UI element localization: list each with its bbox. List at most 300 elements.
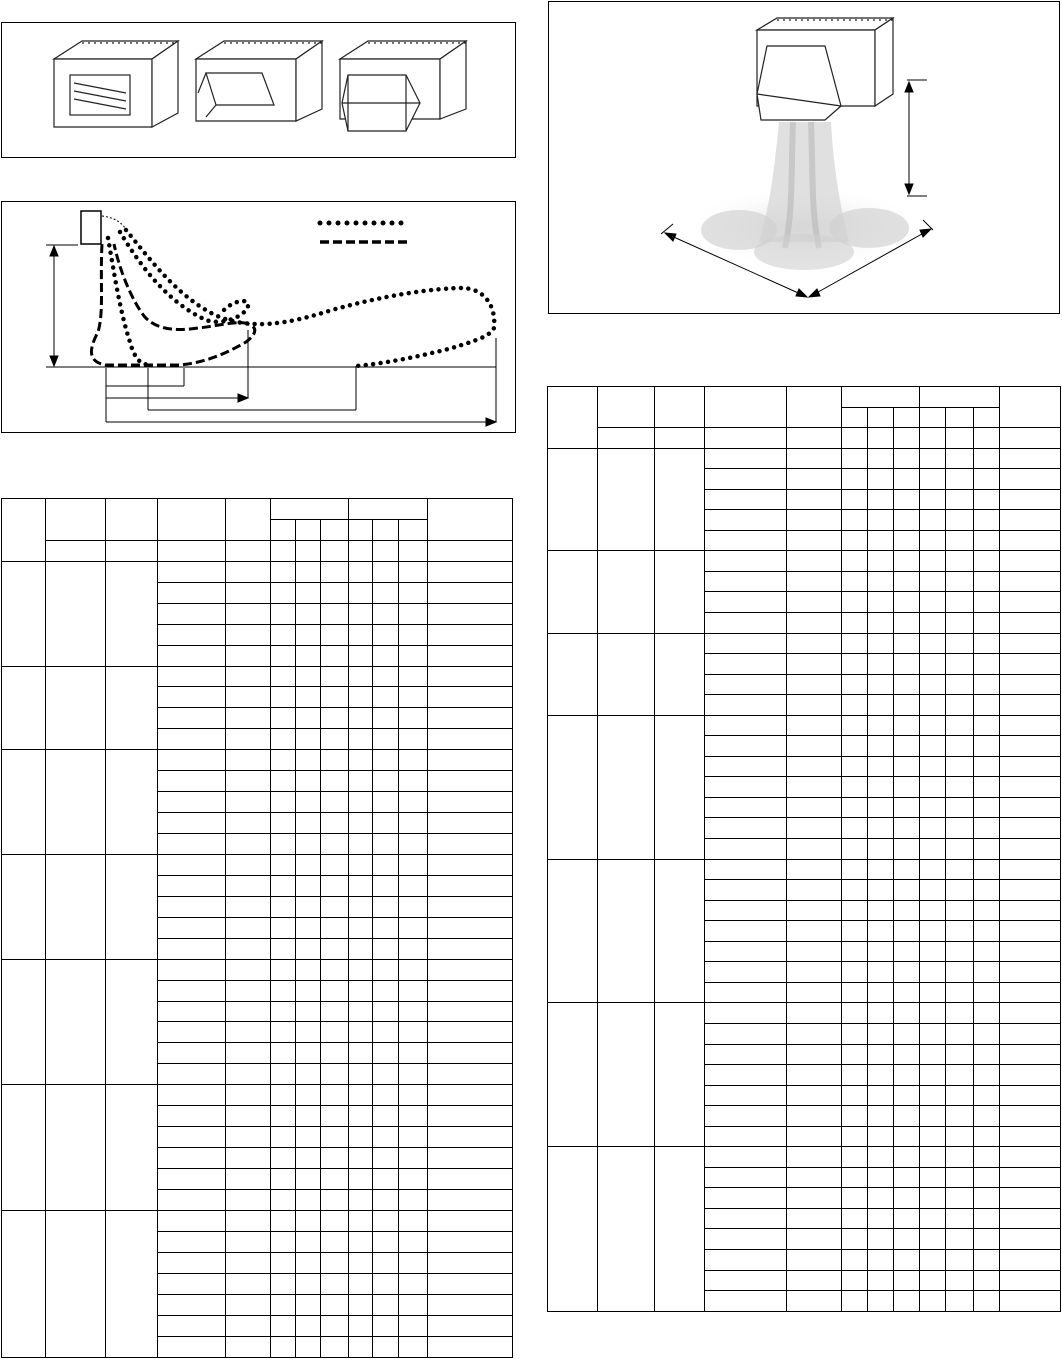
table-cell: [787, 695, 842, 716]
table-cell: [705, 962, 787, 983]
table-cell: [373, 813, 399, 834]
table-cell: [158, 771, 226, 792]
table-cell: [321, 1294, 349, 1315]
table-cell: [920, 1147, 946, 1168]
table-cell: [349, 896, 373, 917]
table-cell: [373, 854, 399, 875]
table-cell: [894, 1085, 920, 1106]
table-cell: [226, 896, 271, 917]
table-cell: [705, 551, 787, 572]
table-cell: [1000, 387, 1061, 428]
table-cell: [226, 1127, 271, 1148]
table-cell: [946, 880, 974, 901]
table-cell: [974, 982, 1000, 1003]
table-cell: [428, 875, 513, 896]
table-cell: [920, 654, 946, 675]
table-cell: [705, 1188, 787, 1209]
table-cell: [868, 941, 894, 962]
table-cell: [894, 407, 920, 428]
table-cell: [226, 1252, 271, 1273]
table-cell: [271, 1189, 296, 1210]
table-cell: [705, 448, 787, 469]
table-cell: [296, 1336, 321, 1358]
table-cell: [705, 941, 787, 962]
table-cell: [920, 941, 946, 962]
table-cell: [548, 387, 598, 449]
table-cell: [974, 756, 1000, 777]
table-cell: [296, 1148, 321, 1169]
heater-box-louver-icon: [54, 41, 178, 127]
table-cell: [296, 813, 321, 834]
table-cell: [946, 839, 974, 860]
table-cell: [399, 854, 428, 875]
table-cell: [428, 1169, 513, 1190]
table-cell: [974, 571, 1000, 592]
table-cell: [946, 1106, 974, 1127]
table-cell: [787, 469, 842, 490]
table-cell: [787, 880, 842, 901]
table-cell: [2, 1210, 46, 1357]
table-cell: [920, 736, 946, 757]
table-cell: [787, 448, 842, 469]
table-cell: [296, 750, 321, 771]
table-cell: [842, 1126, 868, 1147]
table-cell: [705, 797, 787, 818]
table-cell: [158, 582, 226, 603]
table-cell: [349, 1294, 373, 1315]
table-row: [2, 854, 513, 875]
table-cell: [974, 900, 1000, 921]
table-cell: [226, 1315, 271, 1336]
table-cell: [1000, 962, 1061, 983]
table-cell: [226, 1043, 271, 1064]
table-cell: [428, 917, 513, 938]
table-cell: [428, 1001, 513, 1022]
table-cell: [974, 1249, 1000, 1270]
table-cell: [946, 1167, 974, 1188]
table-cell: [868, 1044, 894, 1065]
table-cell: [655, 387, 705, 428]
table-cell: [271, 1085, 296, 1106]
table-cell: [655, 1003, 705, 1147]
table-cell: [946, 633, 974, 654]
table-cell: [1000, 818, 1061, 839]
table-cell: [349, 1148, 373, 1169]
table-cell: [868, 1208, 894, 1229]
table-cell: [946, 1003, 974, 1024]
table-cell: [894, 1270, 920, 1291]
table-cell: [296, 917, 321, 938]
table-cell: [296, 624, 321, 645]
table-cell: [920, 489, 946, 510]
table-cell: [842, 941, 868, 962]
table-cell: [296, 834, 321, 855]
table-cell: [920, 1270, 946, 1291]
table-cell: [974, 633, 1000, 654]
table-cell: [349, 1001, 373, 1022]
table-cell: [349, 687, 373, 708]
table-cell: [548, 448, 598, 551]
table-cell: [705, 1106, 787, 1127]
table-cell: [946, 674, 974, 695]
table-cell: [1000, 715, 1061, 736]
table-cell: [399, 1022, 428, 1043]
table-cell: [271, 813, 296, 834]
table-cell: [705, 654, 787, 675]
table-cell: [349, 750, 373, 771]
table-cell: [868, 797, 894, 818]
table-cell: [974, 1044, 1000, 1065]
table-cell: [1000, 1147, 1061, 1168]
table-cell: [705, 571, 787, 592]
table-cell: [106, 561, 158, 666]
table-cell: [868, 1270, 894, 1291]
table-cell: [1000, 777, 1061, 798]
airflow-mist: [684, 122, 924, 270]
table-cell: [705, 756, 787, 777]
table-cell: [842, 448, 868, 469]
table-cell: [373, 1022, 399, 1043]
table-cell: [868, 1085, 894, 1106]
table-cell: [373, 1169, 399, 1190]
table-cell: [296, 875, 321, 896]
heater-outline-icon: [81, 211, 101, 244]
table-cell: [868, 1126, 894, 1147]
table-cell: [974, 407, 1000, 428]
table-cell: [46, 854, 106, 959]
table-cell: [548, 859, 598, 1003]
table-cell: [271, 624, 296, 645]
table-cell: [271, 854, 296, 875]
table-cell: [894, 982, 920, 1003]
table-cell: [158, 540, 226, 561]
table-cell: [158, 1210, 226, 1231]
table-cell: [428, 1273, 513, 1294]
table-cell: [920, 818, 946, 839]
table-cell: [868, 962, 894, 983]
table-cell: [271, 540, 296, 561]
table-cell: [868, 982, 894, 1003]
table-cell: [399, 708, 428, 729]
table-cell: [946, 613, 974, 634]
table-cell: [399, 792, 428, 813]
table-cell: [1000, 1003, 1061, 1024]
table-cell: [787, 1188, 842, 1209]
table-cell: [974, 1229, 1000, 1250]
table-cell: [349, 624, 373, 645]
table-cell: [868, 1291, 894, 1312]
table-cell: [946, 571, 974, 592]
table-cell: [399, 1273, 428, 1294]
table-cell: [271, 603, 296, 624]
table-cell: [399, 959, 428, 980]
table-cell: [842, 797, 868, 818]
table-cell: [226, 875, 271, 896]
table-cell: [842, 1085, 868, 1106]
table-cell: [296, 854, 321, 875]
table-cell: [974, 797, 1000, 818]
table-cell: [399, 1210, 428, 1231]
table-cell: [296, 582, 321, 603]
table-cell: [321, 666, 349, 687]
table-cell: [428, 1064, 513, 1085]
table-cell: [271, 959, 296, 980]
table-cell: [158, 959, 226, 980]
table-cell: [158, 834, 226, 855]
table-cell: [46, 666, 106, 750]
table-cell: [2, 499, 46, 562]
table-cell: [787, 1065, 842, 1086]
table-cell: [868, 428, 894, 449]
throw-pattern-figure: [1, 201, 516, 433]
table-cell: [842, 674, 868, 695]
table-cell: [920, 839, 946, 860]
throw-pattern-drawing: [2, 202, 515, 432]
table-cell: [428, 645, 513, 666]
table-cell: [787, 489, 842, 510]
table-cell: [349, 1210, 373, 1231]
table-cell: [428, 1336, 513, 1358]
table-cell: [158, 813, 226, 834]
table-cell: [920, 797, 946, 818]
table-cell: [868, 715, 894, 736]
table-cell: [349, 499, 428, 520]
table-cell: [894, 1229, 920, 1250]
table-cell: [226, 792, 271, 813]
table-cell: [868, 1229, 894, 1250]
table-cell: [158, 938, 226, 959]
table-cell: [705, 674, 787, 695]
table-cell: [321, 624, 349, 645]
table-cell: [226, 1169, 271, 1190]
table-cell: [271, 750, 296, 771]
table-cell: [271, 771, 296, 792]
table-cell: [1000, 510, 1061, 531]
table-cell: [296, 1064, 321, 1085]
table-row: [2, 561, 513, 582]
table-cell: [321, 1210, 349, 1231]
table-cell: [655, 448, 705, 551]
table-cell: [920, 1229, 946, 1250]
table-cell: [321, 561, 349, 582]
table-cell: [271, 1106, 296, 1127]
table-cell: [271, 1252, 296, 1273]
table-cell: [655, 1147, 705, 1312]
table-cell: [428, 938, 513, 959]
table-cell: [894, 489, 920, 510]
table-cell: [894, 654, 920, 675]
table-cell: [296, 1189, 321, 1210]
table-cell: [842, 900, 868, 921]
table-cell: [1000, 571, 1061, 592]
table-cell: [158, 1085, 226, 1106]
table-cell: [705, 1208, 787, 1229]
table-cell: [705, 1126, 787, 1147]
table-cell: [1000, 900, 1061, 921]
table-cell: [296, 1001, 321, 1022]
table-cell: [349, 1231, 373, 1252]
table-cell: [946, 1188, 974, 1209]
table-cell: [373, 687, 399, 708]
table-cell: [158, 1001, 226, 1022]
table-cell: [920, 715, 946, 736]
table-cell: [399, 1064, 428, 1085]
table-cell: [974, 736, 1000, 757]
table-cell: [271, 834, 296, 855]
table-cell: [226, 499, 271, 541]
table-cell: [974, 469, 1000, 490]
table-cell: [1000, 1065, 1061, 1086]
table-cell: [946, 510, 974, 531]
table-cell: [271, 1231, 296, 1252]
table-cell: [321, 792, 349, 813]
table-cell: [2, 561, 46, 666]
table-cell: [373, 792, 399, 813]
table-cell: [894, 1023, 920, 1044]
table-cell: [296, 1169, 321, 1190]
table-cell: [399, 1336, 428, 1358]
table-cell: [226, 561, 271, 582]
table-cell: [106, 959, 158, 1085]
table-cell: [296, 1294, 321, 1315]
table-cell: [920, 510, 946, 531]
table-cell: [158, 1169, 226, 1190]
table-cell: [399, 582, 428, 603]
table-cell: [894, 859, 920, 880]
table-cell: [349, 645, 373, 666]
table-cell: [787, 777, 842, 798]
table-cell: [974, 510, 1000, 531]
table-cell: [868, 1249, 894, 1270]
table-cell: [349, 834, 373, 855]
table-cell: [974, 613, 1000, 634]
table-cell: [974, 859, 1000, 880]
table-cell: [946, 407, 974, 428]
table-cell: [974, 489, 1000, 510]
table-cell: [705, 859, 787, 880]
table-cell: [321, 1064, 349, 1085]
table-cell: [349, 1106, 373, 1127]
table-cell: [349, 813, 373, 834]
table-cell: [787, 387, 842, 428]
table-cell: [894, 715, 920, 736]
table-cell: [842, 489, 868, 510]
table-cell: [920, 530, 946, 551]
table-cell: [705, 839, 787, 860]
table-cell: [296, 1231, 321, 1252]
table-cell: [158, 687, 226, 708]
table-cell: [399, 980, 428, 1001]
table-cell: [296, 896, 321, 917]
table-cell: [842, 551, 868, 572]
table-cell: [842, 818, 868, 839]
table-cell: [226, 750, 271, 771]
table-cell: [894, 900, 920, 921]
table-cell: [321, 687, 349, 708]
table-cell: [399, 1106, 428, 1127]
table-cell: [894, 880, 920, 901]
table-cell: [349, 771, 373, 792]
table-cell: [226, 959, 271, 980]
table-cell: [321, 875, 349, 896]
table-cell: [894, 530, 920, 551]
table-cell: [787, 736, 842, 757]
table-cell: [842, 510, 868, 531]
table-cell: [399, 1231, 428, 1252]
table-cell: [373, 1252, 399, 1273]
table-cell: [349, 1315, 373, 1336]
table-cell: [946, 428, 974, 449]
units-row: [548, 428, 1061, 449]
table-cell: [2, 750, 46, 855]
table-cell: [842, 921, 868, 942]
table-cell: [946, 715, 974, 736]
table-cell: [842, 859, 868, 880]
table-cell: [920, 1167, 946, 1188]
table-cell: [321, 917, 349, 938]
table-cell: [158, 729, 226, 750]
table-cell: [946, 921, 974, 942]
table-cell: [974, 1291, 1000, 1312]
table-cell: [373, 708, 399, 729]
table-cell: [920, 777, 946, 798]
table-cell: [946, 1291, 974, 1312]
table-cell: [974, 1085, 1000, 1106]
table-cell: [158, 561, 226, 582]
table-cell: [894, 777, 920, 798]
table-cell: [705, 613, 787, 634]
table-cell: [894, 797, 920, 818]
table-cell: [373, 896, 399, 917]
table-cell: [373, 1231, 399, 1252]
table-cell: [428, 1189, 513, 1210]
table-cell: [321, 729, 349, 750]
table-cell: [226, 813, 271, 834]
table-cell: [46, 1085, 106, 1211]
table-cell: [894, 592, 920, 613]
table-cell: [399, 938, 428, 959]
table-cell: [868, 756, 894, 777]
table-cell: [705, 1270, 787, 1291]
table-cell: [842, 695, 868, 716]
table-cell: [787, 674, 842, 695]
table-cell: [868, 880, 894, 901]
table-cell: [946, 1229, 974, 1250]
table-cell: [705, 1044, 787, 1065]
table-cell: [787, 592, 842, 613]
table-cell: [321, 1001, 349, 1022]
table-cell: [787, 510, 842, 531]
table-cell: [894, 1147, 920, 1168]
table-cell: [894, 674, 920, 695]
table-cell: [920, 962, 946, 983]
table-cell: [868, 654, 894, 675]
table-cell: [399, 750, 428, 771]
table-cell: [399, 603, 428, 624]
table-cell: [158, 603, 226, 624]
table-cell: [787, 1085, 842, 1106]
table-cell: [373, 1043, 399, 1064]
table-cell: [296, 1127, 321, 1148]
table-cell: [705, 428, 787, 449]
table-cell: [296, 1106, 321, 1127]
table-cell: [399, 687, 428, 708]
table-cell: [271, 561, 296, 582]
table-cell: [1000, 1106, 1061, 1127]
table-cell: [842, 592, 868, 613]
table-cell: [428, 624, 513, 645]
table-cell: [787, 859, 842, 880]
